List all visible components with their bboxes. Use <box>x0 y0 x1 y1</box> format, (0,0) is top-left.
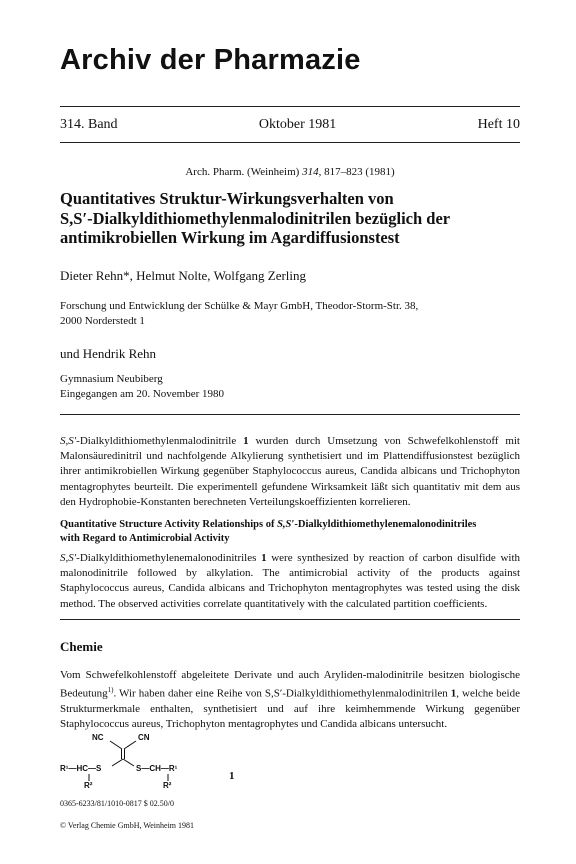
journal-title: Archiv der Pharmazie <box>60 44 361 76</box>
section-heading-chemie: Chemie <box>60 639 103 654</box>
header-rule-bottom <box>60 142 520 143</box>
abstract-de-text: -Dialkyldithiomethylenmalodinitrile <box>76 435 244 447</box>
citation-prefix: Arch. Pharm. (Weinheim) <box>185 166 300 178</box>
chemie-paragraph <box>60 668 520 732</box>
bond <box>110 741 122 749</box>
citation-volume: 314 <box>302 166 319 178</box>
school-affiliation <box>60 372 224 402</box>
volume-label: 314. Band <box>60 117 118 132</box>
chemie-text: . Wir haben daher eine Reihe von S,S′-Dialkyldithiomethylenmalodinitrilen <box>113 687 451 700</box>
affiliation <box>60 299 520 329</box>
issue-date: Oktober 1981 <box>258 117 337 132</box>
english-title-italic: S,S′ <box>277 519 295 530</box>
english-title-text: Quantitative Structure Activity Relationships of <box>60 519 278 530</box>
issue-number: Heft 10 <box>477 117 520 132</box>
structure-r2-left: R² <box>84 781 93 790</box>
received-date: Eingegangen am 20. November 1980 <box>60 388 225 400</box>
chemie-text: Vom Schwefelkohlenstoff abgeleitete Derivate und auch Aryliden-malodinitrile besitzen biologische Bedeutung <box>60 669 520 700</box>
bond <box>112 759 123 766</box>
structure-nc: NC <box>92 733 104 742</box>
compound-number: 1 <box>229 770 235 782</box>
footnote-ref: 1) <box>107 686 114 695</box>
abstract-german <box>60 434 520 510</box>
structure-r2-right: R² <box>163 781 172 790</box>
chemical-structure <box>60 730 250 790</box>
structure-left-chain: R¹—HC—S <box>60 764 102 773</box>
compound-ref: 1 <box>243 435 249 447</box>
affiliation-line: Forschung und Entwicklung der Schülke & Mayr GmbH, Theodor-Storm-Str. 38, <box>60 300 419 312</box>
title-line: Quantitatives Struktur-Wirkungsverhalten von <box>60 189 394 208</box>
english-title <box>60 518 520 545</box>
authors: Dieter Rehn*, Helmut Nolte, Wolfgang Zerling <box>60 268 307 283</box>
abstract-de-lead: S,S′ <box>60 435 77 447</box>
abstract-en-lead: S,S′ <box>60 552 77 564</box>
structure-right-chain: S—CH—R¹ <box>136 764 178 773</box>
abstract-de-text: wurden durch Umsetzung von Schwefelkohlenstoff mit Malonsäuredinitril und nachfolgende Alkylierung synthetisiert und im Plattendiffusionstest bezüglich ihrer antimikrobiellen Wirkung gegenüber Staphylococcus aureus, Candida albicans und Trichophyton mentagrophytes beurteilt. Die experimentell gefundene Wirksamkeit läßt sich quantitativ mit dem aus den Hydrophobie-Konstanten berechneten Verteilungskoeffizienten korrelieren. <box>60 435 520 508</box>
chemie-text: , welche beide Strukturmerkmale enthalten, synthetisiert und auf ihre keimhemmende Wirkung gegenüber Staphylococcus aureus, Trichophyton mentagrophytes und Candida albicans untersucht. <box>60 687 520 731</box>
abstract-en-text: were synthesized by reaction of carbon disulfide with malonodinitrile followed by alkylation. The antimicrobial activity of the products against Staphylococcus aureus, Candida albicans and Trichophyton mentagrophytes was tested using the disk method. The observed activities correlate quantitatively with the calculated partition coefficients. <box>60 552 520 610</box>
abstract-english <box>60 551 520 612</box>
abstract-en-text: -Dialkyldithiomethylenemalonodinitriles <box>76 552 262 564</box>
english-title-line2: with Regard to Antimicrobial Activity <box>60 532 230 544</box>
citation <box>60 166 520 178</box>
title-line: S,S′-Dialkyldithiomethylenmalodinitrilen bezüglich der <box>60 208 451 228</box>
bond <box>124 741 136 749</box>
abstract-rule-bottom <box>60 619 520 620</box>
second-author: und Hendrik Rehn <box>60 346 157 361</box>
article-title <box>60 189 520 248</box>
abstract-rule-top <box>60 414 520 415</box>
school-name: Gymnasium Neubiberg <box>60 373 163 385</box>
header-rule-top <box>60 106 520 107</box>
affiliation-line: 2000 Norderstedt 1 <box>60 315 145 327</box>
compound-ref: 1 <box>450 687 457 700</box>
compound-ref: 1 <box>261 552 267 564</box>
bond <box>123 759 134 766</box>
footer-copyright: © Verlag Chemie GmbH, Weinheim 1981 <box>60 821 195 830</box>
citation-pages: , 817–823 (1981) <box>318 166 395 178</box>
title-line: antimikrobiellen Wirkung im Agardiffusionstest <box>60 228 400 247</box>
structure-cn: CN <box>138 733 150 742</box>
english-title-text: -Dialkyldithiomethylenemalonodinitriles <box>294 519 477 530</box>
footer-code: 0365-6233/81/1010-0817 $ 02.50/0 <box>60 799 174 808</box>
issue-info-row <box>60 117 520 133</box>
